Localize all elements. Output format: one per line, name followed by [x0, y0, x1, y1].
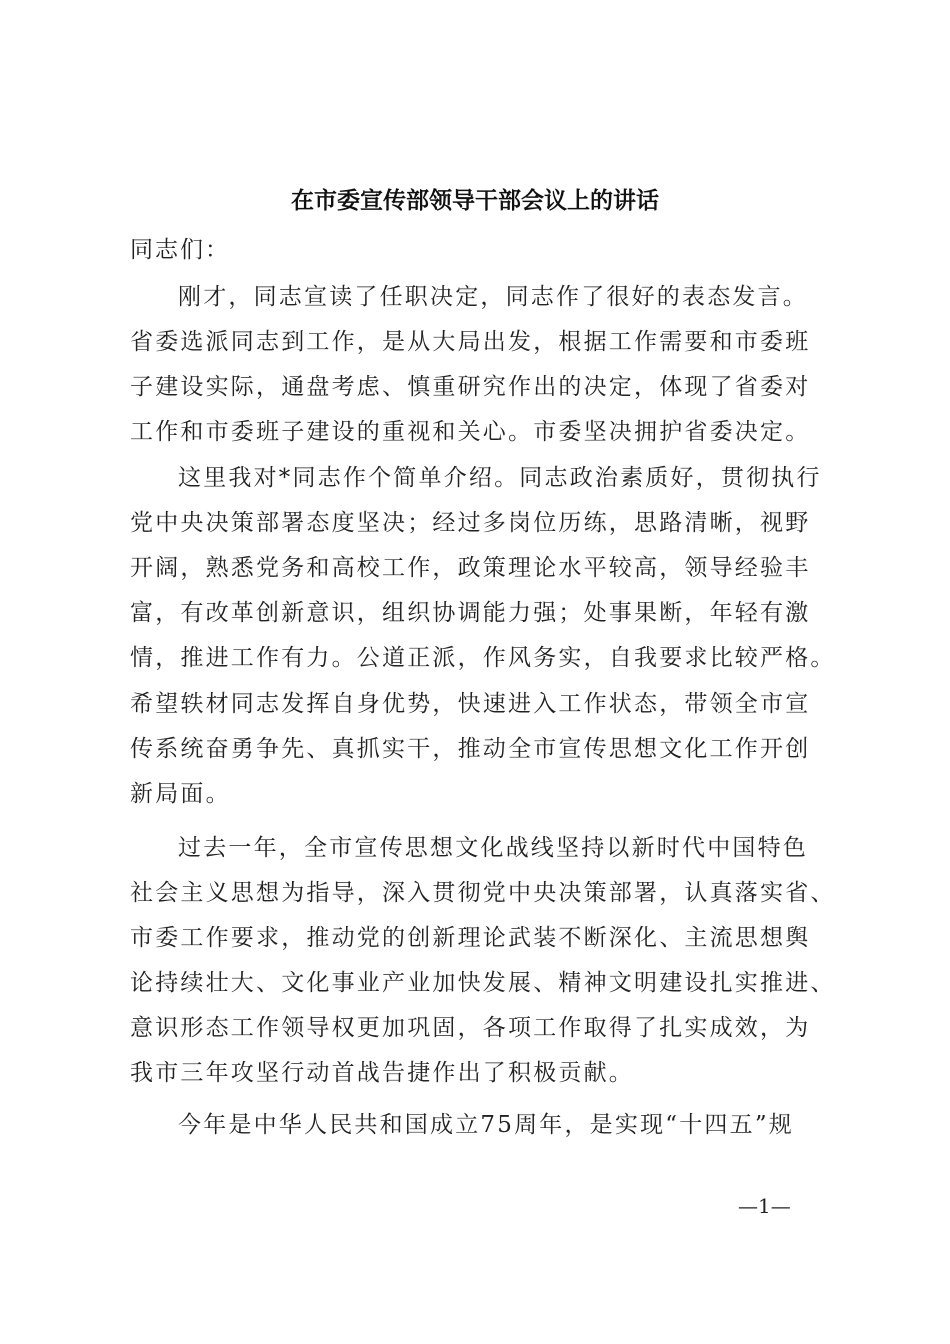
paragraph-line: 刚才，同志宣读了任职决定，同志作了很好的表态发言。 — [178, 284, 808, 310]
paragraph-line: 新局面。 — [130, 781, 231, 807]
document-title: 在市委宣传部领导干部会议上的讲话 — [291, 187, 659, 214]
paragraph-line: 论持续壮大、文化事业产业加快发展、精神文明建设扎实推进、 — [130, 970, 836, 996]
paragraph-line: 今年是中华人民共和国成立75周年，是实现“十四五”规 — [178, 1112, 794, 1138]
salutation: 同志们： — [130, 237, 230, 263]
paragraph-line: 开阔，熟悉党务和高校工作，政策理论水平较高，领导经验丰 — [130, 555, 811, 581]
paragraph-line: 过去一年，全市宣传思想文化战线坚持以新时代中国特色 — [178, 835, 808, 861]
paragraph-line: 这里我对*同志作个简单介绍。同志政治素质好，贯彻执行 — [178, 465, 822, 491]
paragraph-line: 工作和市委班子建设的重视和关心。市委坚决拥护省委决定。 — [130, 419, 811, 445]
paragraph-line: 情，推进工作有力。公道正派，作风务实，自我要求比较严格。 — [130, 645, 836, 671]
paragraph-line: 子建设实际，通盘考虑、慎重研究作出的决定，体现了省委对 — [130, 374, 811, 400]
paragraph-line: 社会主义思想为指导，深入贯彻党中央决策部署，认真落实省、 — [130, 880, 836, 906]
paragraph-line: 传系统奋勇争先、真抓实干，推动全市宣传思想文化工作开创 — [130, 736, 811, 762]
paragraph-line: 意识形态工作领导权更加巩固，各项工作取得了扎实成效，为 — [130, 1015, 811, 1041]
paragraph-line: 富，有改革创新意识，组织协调能力强；处事果断，年轻有激 — [130, 600, 811, 626]
paragraph-line: 党中央决策部署态度坚决；经过多岗位历练，思路清晰，视野 — [130, 510, 811, 536]
paragraph-line: 我市三年攻坚行动首战告捷作出了积极贡献。 — [130, 1060, 634, 1086]
paragraph-line: 希望轶材同志发挥自身优势，快速进入工作状态，带领全市宣 — [130, 691, 811, 717]
paragraph-line: 省委选派同志到工作，是从大局出发，根据工作需要和市委班 — [130, 329, 811, 355]
page-number: —1— — [738, 1194, 791, 1218]
paragraph-line: 市委工作要求，推动党的创新理论武装不断深化、主流思想舆 — [130, 925, 811, 951]
